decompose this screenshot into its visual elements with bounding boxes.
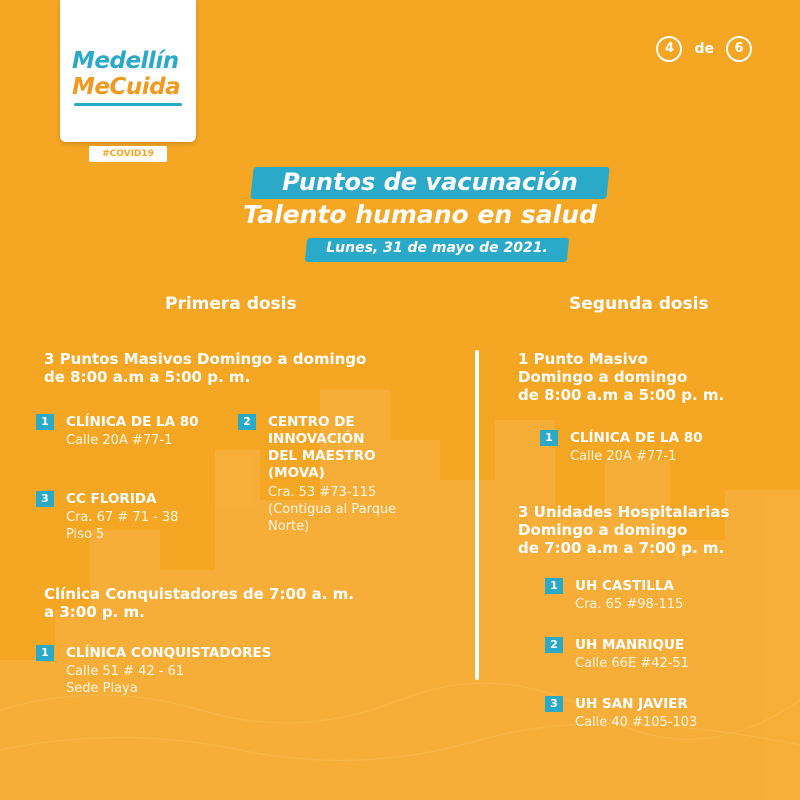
column-divider xyxy=(475,350,479,680)
location-address: Calle 51 # 42 - 61 xyxy=(66,664,185,679)
location-number-badge: 3 xyxy=(545,696,563,712)
page-counter-separator: de xyxy=(694,41,714,57)
group-title-line: Domingo a domingo xyxy=(518,368,688,386)
covid19-tag: #COVID19 xyxy=(89,146,167,162)
location-number-badge: 2 xyxy=(545,637,563,653)
group-title-line: Clínica Conquistadores de 7:00 a. m. xyxy=(44,585,354,603)
location-address: Calle 40 #105-103 xyxy=(575,715,698,730)
medellin-me-cuida-logo xyxy=(60,0,196,142)
title-line-2: Talento humano en salud xyxy=(243,200,597,229)
logo-line-2: MeCuida xyxy=(72,74,181,100)
group-title-line: de 8:00 a.m a 5:00 p. m. xyxy=(518,386,725,404)
location-number-badge: 1 xyxy=(545,578,563,594)
group-title-line: de 7:00 a.m a 7:00 p. m. xyxy=(518,539,725,557)
location-name: CLÍNICA DE LA 80 xyxy=(66,414,199,430)
location-number-badge: 1 xyxy=(36,414,54,430)
location-name: UH MANRIQUE xyxy=(575,637,685,653)
title-line-1: Puntos de vacunación xyxy=(282,168,578,196)
date-label: Lunes, 31 de mayo de 2021. xyxy=(326,240,548,256)
group-title-line: Domingo a domingo xyxy=(518,521,688,539)
group-title-line: 3 Unidades Hospitalarias xyxy=(518,503,730,521)
first-dose-heading: Primera dosis xyxy=(165,294,297,314)
logo-underline xyxy=(74,103,182,106)
second-dose-heading: Segunda dosis xyxy=(569,294,709,314)
location-number-badge: 1 xyxy=(540,430,558,446)
group-title-line: 1 Punto Masivo xyxy=(518,350,648,368)
location-address: Cra. 65 #98-115 xyxy=(575,597,684,612)
location-name: CLÍNICA DE LA 80 xyxy=(570,430,703,446)
second-dose-group-masivo xyxy=(518,350,724,404)
location-number-badge: 3 xyxy=(36,491,54,507)
location-address: Calle 20A #77-1 xyxy=(66,433,173,448)
first-dose-group-masivos xyxy=(44,350,366,386)
location-number-badge: 1 xyxy=(36,645,54,661)
location-name: DEL MAESTRO xyxy=(268,448,376,464)
location-name: (MOVA) xyxy=(268,465,325,481)
location-name: INNOVACIÓN xyxy=(268,431,365,447)
location-name: UH SAN JAVIER xyxy=(575,696,688,712)
first-dose-group-conquistadores xyxy=(44,585,354,621)
location-address: Sede Playa xyxy=(66,681,138,696)
group-title-line: de 8:00 a.m a 5:00 p. m. xyxy=(44,368,251,386)
page-counter xyxy=(656,36,752,62)
total-page-number: 6 xyxy=(726,36,752,62)
group-title-line: 3 Puntos Masivos Domingo a domingo xyxy=(44,350,367,368)
location-address: (Contigua al Parque xyxy=(268,502,397,517)
location-address: Cra. 53 #73-115 xyxy=(268,485,377,500)
location-number-badge: 2 xyxy=(238,414,256,430)
location-address: Cra. 67 # 71 - 38 xyxy=(66,510,179,525)
location-name: CC FLORIDA xyxy=(66,491,157,507)
location-name: CENTRO DE xyxy=(268,414,355,430)
location-address: Norte) xyxy=(268,519,310,534)
second-dose-group-unidades xyxy=(518,503,729,557)
location-address: Calle 66E #42-51 xyxy=(575,656,689,671)
group-title-line: a 3:00 p. m. xyxy=(44,603,145,621)
location-name: UH CASTILLA xyxy=(575,578,674,594)
location-address: Calle 20A #77-1 xyxy=(570,449,677,464)
current-page-number: 4 xyxy=(656,36,682,62)
location-address: Piso 5 xyxy=(66,527,105,542)
logo-line-1: Medellín xyxy=(72,48,179,74)
location-name: CLÍNICA CONQUISTADORES xyxy=(66,645,272,661)
